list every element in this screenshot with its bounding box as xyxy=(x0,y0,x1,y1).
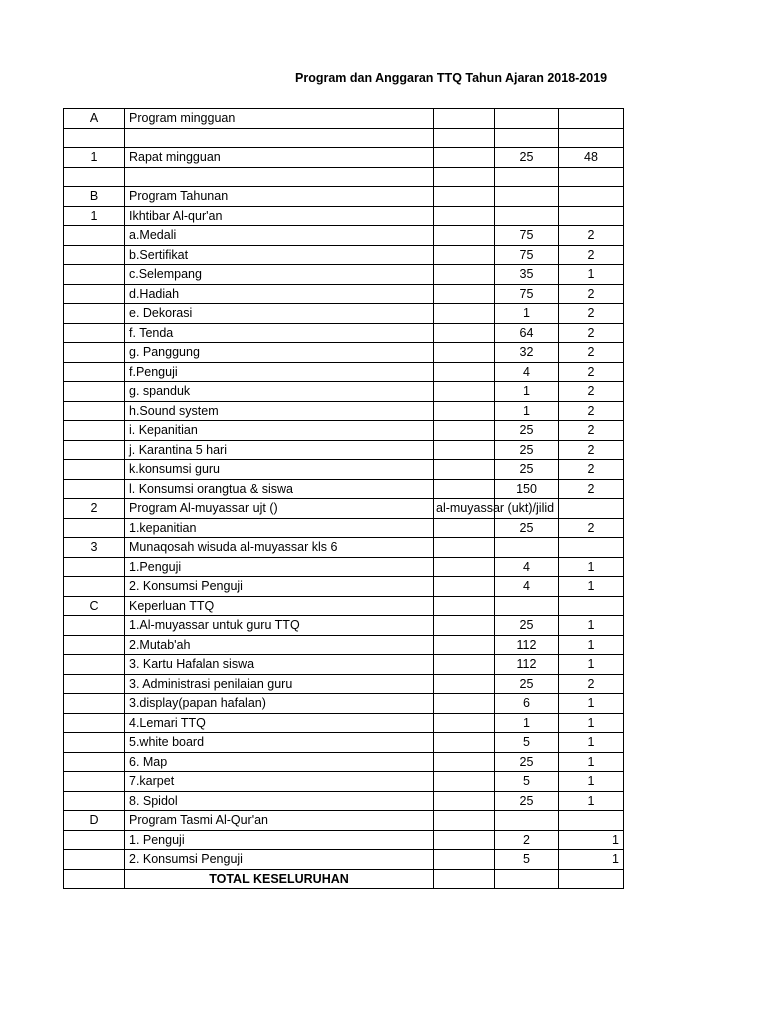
row-qty-cell: 150 xyxy=(495,479,559,499)
row-spec-cell xyxy=(434,850,495,870)
row-number-cell: 1 xyxy=(64,206,125,226)
row-spec-cell xyxy=(434,479,495,499)
row-number-cell xyxy=(64,616,125,636)
row-item-cell: e. Dekorasi xyxy=(125,304,434,324)
table-row xyxy=(64,206,624,226)
row-vol-cell: 2 xyxy=(559,440,624,460)
row-spec-cell xyxy=(434,733,495,753)
row-number-cell xyxy=(64,694,125,714)
row-qty-cell: 112 xyxy=(495,635,559,655)
row-number-cell xyxy=(64,518,125,538)
row-vol-cell: 1 xyxy=(559,830,624,850)
row-number-cell xyxy=(64,382,125,402)
budget-table-body xyxy=(64,109,624,889)
row-qty-cell xyxy=(495,811,559,831)
row-number-cell xyxy=(64,401,125,421)
table-row xyxy=(64,557,624,577)
row-qty-cell: 1 xyxy=(495,382,559,402)
row-vol-cell: 1 xyxy=(559,655,624,675)
table-row xyxy=(64,148,624,168)
row-vol-cell: 2 xyxy=(559,382,624,402)
row-item-cell: 3. Administrasi penilaian guru xyxy=(125,674,434,694)
row-qty-cell: 32 xyxy=(495,343,559,363)
row-item-cell: c.Selempang xyxy=(125,265,434,285)
row-item-cell: f.Penguji xyxy=(125,362,434,382)
row-qty-cell: 4 xyxy=(495,577,559,597)
row-vol-cell: 1 xyxy=(559,557,624,577)
row-spec-cell xyxy=(434,635,495,655)
row-qty-cell xyxy=(495,128,559,148)
row-vol-cell: 2 xyxy=(559,304,624,324)
row-item-cell: g. spanduk xyxy=(125,382,434,402)
row-qty-cell xyxy=(495,109,559,129)
row-vol-cell: 2 xyxy=(559,421,624,441)
table-row xyxy=(64,187,624,207)
row-item-cell: 2. Konsumsi Penguji xyxy=(125,850,434,870)
row-spec-cell xyxy=(434,674,495,694)
row-item-cell: d.Hadiah xyxy=(125,284,434,304)
row-qty-cell: 1 xyxy=(495,304,559,324)
row-number-cell xyxy=(64,655,125,675)
table-row xyxy=(64,440,624,460)
row-spec-cell xyxy=(434,187,495,207)
row-spec-cell xyxy=(434,596,495,616)
row-item-cell: Program Tasmi Al-Qur'an xyxy=(125,811,434,831)
row-vol-cell xyxy=(559,499,624,519)
row-spec-cell xyxy=(434,791,495,811)
row-vol-cell: 2 xyxy=(559,401,624,421)
row-item-cell: Rapat mingguan xyxy=(125,148,434,168)
row-qty-cell: 25 xyxy=(495,791,559,811)
table-row xyxy=(64,538,624,558)
row-qty-cell: 64 xyxy=(495,323,559,343)
row-item-cell: g. Panggung xyxy=(125,343,434,363)
row-number-cell xyxy=(64,440,125,460)
table-row xyxy=(64,479,624,499)
row-vol-cell: 2 xyxy=(559,460,624,480)
row-item-cell xyxy=(125,167,434,187)
table-row xyxy=(64,655,624,675)
budget-table xyxy=(63,108,624,889)
row-vol-cell xyxy=(559,187,624,207)
table-row xyxy=(64,343,624,363)
row-qty-cell: 25 xyxy=(495,518,559,538)
row-number-cell xyxy=(64,265,125,285)
row-qty-cell: 25 xyxy=(495,752,559,772)
table-row xyxy=(64,167,624,187)
row-qty-cell: 35 xyxy=(495,265,559,285)
row-spec-cell xyxy=(434,206,495,226)
row-item-cell: 1.kepanitian xyxy=(125,518,434,538)
row-vol-cell: 2 xyxy=(559,323,624,343)
table-row xyxy=(64,421,624,441)
spec-text: al-muyassar (ukt)/jilid xyxy=(436,501,555,515)
row-number-cell xyxy=(64,850,125,870)
row-item-cell: 7.karpet xyxy=(125,772,434,792)
row-spec-cell xyxy=(434,830,495,850)
table-row xyxy=(64,577,624,597)
row-item-cell: 8. Spidol xyxy=(125,791,434,811)
row-item-cell: k.konsumsi guru xyxy=(125,460,434,480)
row-item-cell: 1.Al-muyassar untuk guru TTQ xyxy=(125,616,434,636)
row-item-cell: 4.Lemari TTQ xyxy=(125,713,434,733)
table-row xyxy=(64,226,624,246)
row-spec-cell xyxy=(434,304,495,324)
row-number-cell xyxy=(64,733,125,753)
table-row xyxy=(64,733,624,753)
row-number-cell xyxy=(64,479,125,499)
table-row xyxy=(64,518,624,538)
row-qty-cell xyxy=(495,187,559,207)
row-spec-cell xyxy=(434,265,495,285)
document-title: Program dan Anggaran TTQ Tahun Ajaran 2018-2019 xyxy=(295,71,608,85)
row-number-cell xyxy=(64,577,125,597)
row-item-cell: Program mingguan xyxy=(125,109,434,129)
row-spec-cell xyxy=(434,362,495,382)
row-vol-cell: 1 xyxy=(559,265,624,285)
table-row xyxy=(64,850,624,870)
row-item-cell: Program Tahunan xyxy=(125,187,434,207)
row-qty-cell: 4 xyxy=(495,557,559,577)
total-label-cell: TOTAL KESELURUHAN xyxy=(125,869,434,889)
row-number-cell xyxy=(64,674,125,694)
row-vol-cell xyxy=(559,109,624,129)
row-vol-cell: 2 xyxy=(559,479,624,499)
row-vol-cell: 48 xyxy=(559,148,624,168)
row-spec-cell xyxy=(434,382,495,402)
row-item-cell: a.Medali xyxy=(125,226,434,246)
row-spec-cell xyxy=(434,499,555,519)
row-item-cell: Ikhtibar Al-qur'an xyxy=(125,206,434,226)
row-vol-cell: 2 xyxy=(559,245,624,265)
row-number-cell xyxy=(64,362,125,382)
row-qty-cell: 75 xyxy=(495,245,559,265)
total-spec-cell xyxy=(434,869,495,889)
row-spec-cell xyxy=(434,752,495,772)
row-item-cell: 3.display(papan hafalan) xyxy=(125,694,434,714)
row-item-cell: 6. Map xyxy=(125,752,434,772)
row-vol-cell: 1 xyxy=(559,577,624,597)
row-item-cell: h.Sound system xyxy=(125,401,434,421)
table-row xyxy=(64,284,624,304)
table-row xyxy=(64,401,624,421)
row-vol-cell: 2 xyxy=(559,518,624,538)
table-row xyxy=(64,596,624,616)
row-number-cell: A xyxy=(64,109,125,129)
total-row xyxy=(64,869,624,889)
row-spec-cell xyxy=(434,518,495,538)
row-spec-cell xyxy=(434,226,495,246)
row-vol-cell xyxy=(559,128,624,148)
row-number-cell xyxy=(64,167,125,187)
row-number-cell xyxy=(64,245,125,265)
row-number-cell: 1 xyxy=(64,148,125,168)
row-item-cell: 2.Mutab'ah xyxy=(125,635,434,655)
total-vol-cell xyxy=(559,869,624,889)
table-row xyxy=(64,674,624,694)
row-item-cell: i. Kepanitian xyxy=(125,421,434,441)
row-item-cell: 1. Penguji xyxy=(125,830,434,850)
total-number-cell xyxy=(64,869,125,889)
row-spec-cell xyxy=(434,128,495,148)
row-qty-cell: 4 xyxy=(495,362,559,382)
row-item-cell: 5.white board xyxy=(125,733,434,753)
row-spec-cell xyxy=(434,284,495,304)
row-vol-cell: 2 xyxy=(559,284,624,304)
table-row xyxy=(64,265,624,285)
row-item-cell xyxy=(125,128,434,148)
row-spec-cell xyxy=(434,577,495,597)
row-spec-cell xyxy=(434,694,495,714)
row-item-cell: 3. Kartu Hafalan siswa xyxy=(125,655,434,675)
table-row xyxy=(64,128,624,148)
row-spec-cell xyxy=(434,538,495,558)
row-number-cell xyxy=(64,284,125,304)
row-spec-cell xyxy=(434,772,495,792)
row-number-cell xyxy=(64,304,125,324)
table-row xyxy=(64,362,624,382)
row-qty-cell: 112 xyxy=(495,655,559,675)
row-spec-cell xyxy=(434,713,495,733)
row-number-cell xyxy=(64,226,125,246)
row-qty-cell: 1 xyxy=(495,713,559,733)
row-number-cell xyxy=(64,791,125,811)
row-item-cell: l. Konsumsi orangtua & siswa xyxy=(125,479,434,499)
row-vol-cell xyxy=(559,538,624,558)
table-row xyxy=(64,304,624,324)
table-row xyxy=(64,109,624,129)
row-spec-cell xyxy=(434,440,495,460)
row-number-cell xyxy=(64,772,125,792)
row-qty-cell: 25 xyxy=(495,460,559,480)
row-qty-cell: 2 xyxy=(495,830,559,850)
table-row xyxy=(64,460,624,480)
row-item-cell: Keperluan TTQ xyxy=(125,596,434,616)
row-number-cell xyxy=(64,830,125,850)
row-item-cell: j. Karantina 5 hari xyxy=(125,440,434,460)
row-qty-cell: 75 xyxy=(495,226,559,246)
table-row xyxy=(64,635,624,655)
row-spec-cell xyxy=(434,811,495,831)
row-qty-cell: 25 xyxy=(495,674,559,694)
table-row xyxy=(64,499,624,519)
row-item-cell: Program Al-muyassar ujt () xyxy=(125,499,434,519)
row-number-cell xyxy=(64,128,125,148)
row-item-cell: Munaqosah wisuda al-muyassar kls 6 xyxy=(125,538,434,558)
row-qty-cell: 25 xyxy=(495,616,559,636)
row-number-cell xyxy=(64,713,125,733)
row-qty-cell xyxy=(495,206,559,226)
row-number-cell: 2 xyxy=(64,499,125,519)
row-qty-cell: 5 xyxy=(495,772,559,792)
row-qty-cell: 25 xyxy=(495,148,559,168)
row-vol-cell xyxy=(559,167,624,187)
row-spec-cell xyxy=(434,421,495,441)
row-number-cell xyxy=(64,752,125,772)
row-spec-cell xyxy=(434,167,495,187)
row-number-cell xyxy=(64,421,125,441)
row-qty-cell: 25 xyxy=(495,440,559,460)
row-number-cell: D xyxy=(64,811,125,831)
row-number-cell xyxy=(64,557,125,577)
row-number-cell: 3 xyxy=(64,538,125,558)
row-vol-cell: 1 xyxy=(559,635,624,655)
row-qty-cell: 5 xyxy=(495,850,559,870)
table-row xyxy=(64,830,624,850)
row-vol-cell: 1 xyxy=(559,713,624,733)
row-qty-cell xyxy=(495,596,559,616)
row-vol-cell xyxy=(559,206,624,226)
table-row xyxy=(64,245,624,265)
row-vol-cell: 1 xyxy=(559,616,624,636)
row-number-cell: C xyxy=(64,596,125,616)
row-qty-cell: 1 xyxy=(495,401,559,421)
row-qty-cell xyxy=(495,538,559,558)
row-number-cell xyxy=(64,323,125,343)
row-number-cell xyxy=(64,343,125,363)
total-qty-cell xyxy=(495,869,559,889)
table-row xyxy=(64,323,624,343)
row-spec-cell xyxy=(434,655,495,675)
row-vol-cell: 1 xyxy=(559,694,624,714)
row-spec-cell xyxy=(434,109,495,129)
row-vol-cell xyxy=(559,811,624,831)
row-qty-cell: 75 xyxy=(495,284,559,304)
row-qty-cell xyxy=(495,167,559,187)
table-row xyxy=(64,772,624,792)
row-spec-cell xyxy=(434,460,495,480)
row-item-cell: 2. Konsumsi Penguji xyxy=(125,577,434,597)
row-spec-cell xyxy=(434,245,495,265)
table-row xyxy=(64,811,624,831)
row-vol-cell: 2 xyxy=(559,343,624,363)
row-qty-cell: 25 xyxy=(495,421,559,441)
row-item-cell: 1.Penguji xyxy=(125,557,434,577)
row-item-cell: b.Sertifikat xyxy=(125,245,434,265)
row-number-cell xyxy=(64,460,125,480)
row-qty-cell: 6 xyxy=(495,694,559,714)
row-qty-cell: 5 xyxy=(495,733,559,753)
table-row xyxy=(64,752,624,772)
row-spec-cell xyxy=(434,323,495,343)
row-vol-cell xyxy=(559,596,624,616)
row-spec-cell xyxy=(434,616,495,636)
row-spec-cell xyxy=(434,343,495,363)
row-vol-cell: 2 xyxy=(559,226,624,246)
row-vol-cell: 2 xyxy=(559,362,624,382)
row-number-cell xyxy=(64,635,125,655)
row-spec-cell xyxy=(434,401,495,421)
table-row xyxy=(64,616,624,636)
row-vol-cell: 1 xyxy=(559,791,624,811)
table-row xyxy=(64,382,624,402)
table-row xyxy=(64,713,624,733)
row-vol-cell: 1 xyxy=(559,733,624,753)
row-vol-cell: 1 xyxy=(559,752,624,772)
row-vol-cell: 2 xyxy=(559,674,624,694)
table-row xyxy=(64,694,624,714)
row-spec-cell xyxy=(434,148,495,168)
table-row xyxy=(64,791,624,811)
row-vol-cell: 1 xyxy=(559,850,624,870)
row-number-cell: B xyxy=(64,187,125,207)
row-spec-cell xyxy=(434,557,495,577)
row-item-cell: f. Tenda xyxy=(125,323,434,343)
row-vol-cell: 1 xyxy=(559,772,624,792)
